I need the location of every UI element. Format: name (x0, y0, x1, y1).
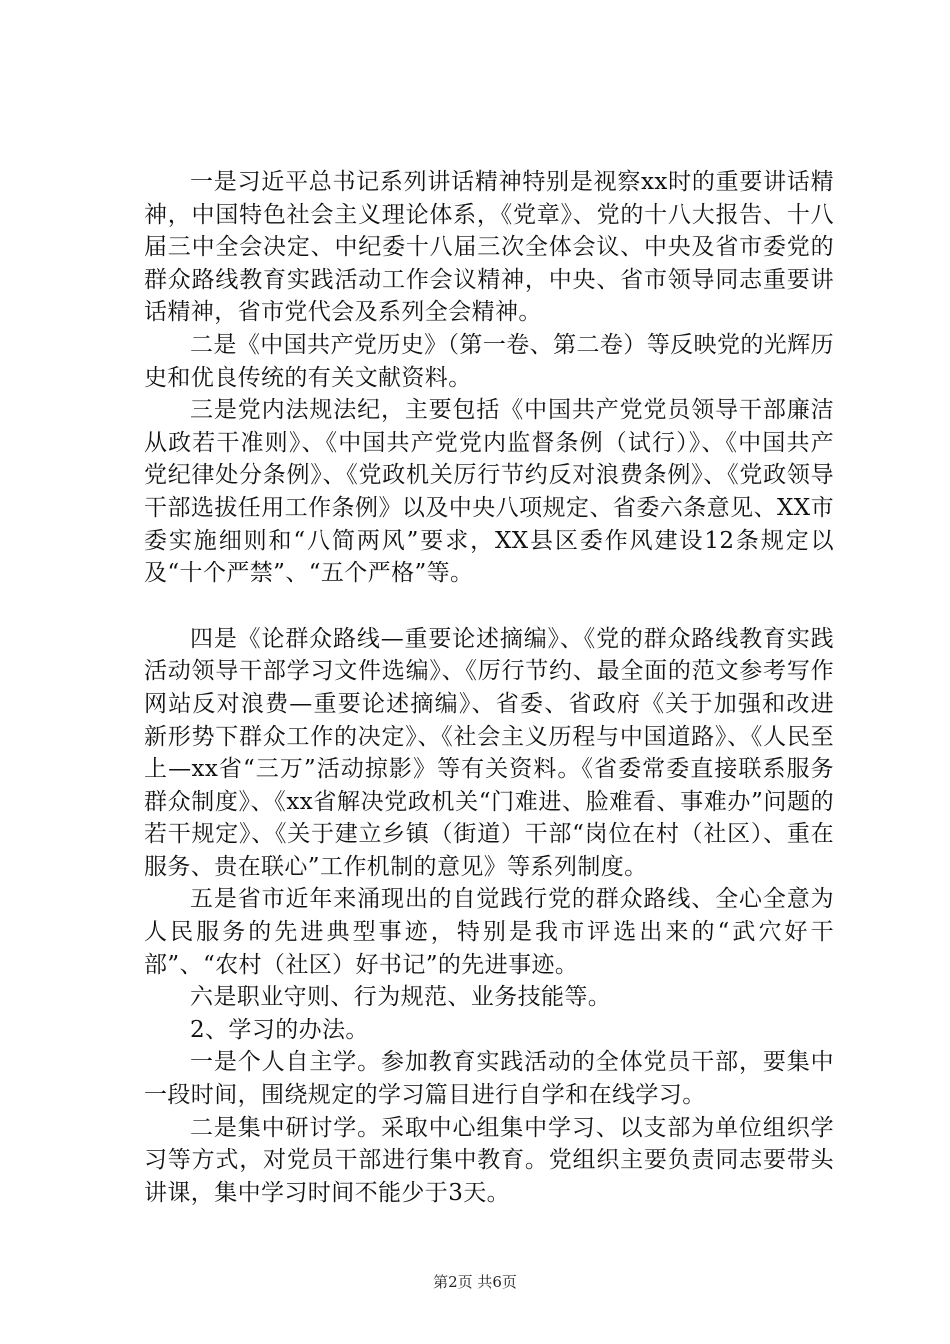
paragraph-study-content-4: 四是《论群众路线—重要论述摘编》、《党的群众路线教育实践活动领导干部学习文件选编》、《厉行节约、最全面的范文参考写作网站反对浪费—重要论述摘编》、省委、省政府《关于加强和改进新形势下群众工作的决定》、《社会主义历程与中国道路》、《人民至上—xx省“三万”活动掠影》等有关资料。《省委常委直接联系服务群众制度》、《xx省解决党政机关“门难进、脸难看、事难办”问题的若干规定》、《关于建立乡镇（街道）干部“岗位在村（社区）、重在服务、贵在联心”工作机制的意见》等系列制度。 (144, 625, 834, 880)
document-body (144, 166, 834, 1209)
paragraph-study-content-6: 六是职业守则、行为规范、业务技能等。 (190, 984, 612, 1011)
paragraph-study-content-1: 一是习近平总书记系列讲话精神特别是视察xx时的重要讲话精神，中国特色社会主义理论体系，《党章》、党的十八大报告、十八届三中全会决定、中纪委十八届三次全体会议、中央及省市委党的群众路线教育实践活动工作会议精神，中央、省市领导同志重要讲话精神，省市党代会及系列全会精神。 (144, 169, 834, 326)
paragraph-study-method-1: 一是个人自主学。参加教育实践活动的全体党员干部，要集中一段时间，围绕规定的学习篇目进行自学和在线学习。 (144, 1049, 834, 1109)
section-heading-study-methods: 2、学习的办法。 (190, 1016, 369, 1043)
paragraph-study-method-2: 二是集中研讨学。采取中心组集中学习、以支部为单位组织学习等方式，对党员干部进行集中教育。党组织主要负责同志要带头讲课，集中学习时间不能少于3天。 (144, 1114, 834, 1206)
paragraph-study-content-2: 二是《中国共产党历史》（第一卷、第二卷）等反映党的光辉历史和优良传统的有关文献资料。 (144, 331, 834, 391)
paragraph-study-content-3: 三是党内法规法纪，主要包括《中国共产党党员领导干部廉洁从政若干准则》、《中国共产党党内监督条例（试行）》、《中国共产党纪律处分条例》、《党政机关厉行节约反对浪费条例》、《党政领导干部选拔任用工作条例》以及中央八项规定、省委六条意见、XX市委实施细则和“八简两风”要求，XX县区委作风建设12条规定以及“十个严禁”、“五个严格”等。 (144, 397, 834, 587)
paragraph-study-content-5: 五是省市近年来涌现出的自觉践行党的群众路线、全心全意为人民服务的先进典型事迹，特别是我市评选出来的“武穴好干部”、“农村（社区）好书记”的先进事迹。 (144, 886, 834, 978)
page-number-footer: 第2页 共6页 (433, 1273, 517, 1291)
